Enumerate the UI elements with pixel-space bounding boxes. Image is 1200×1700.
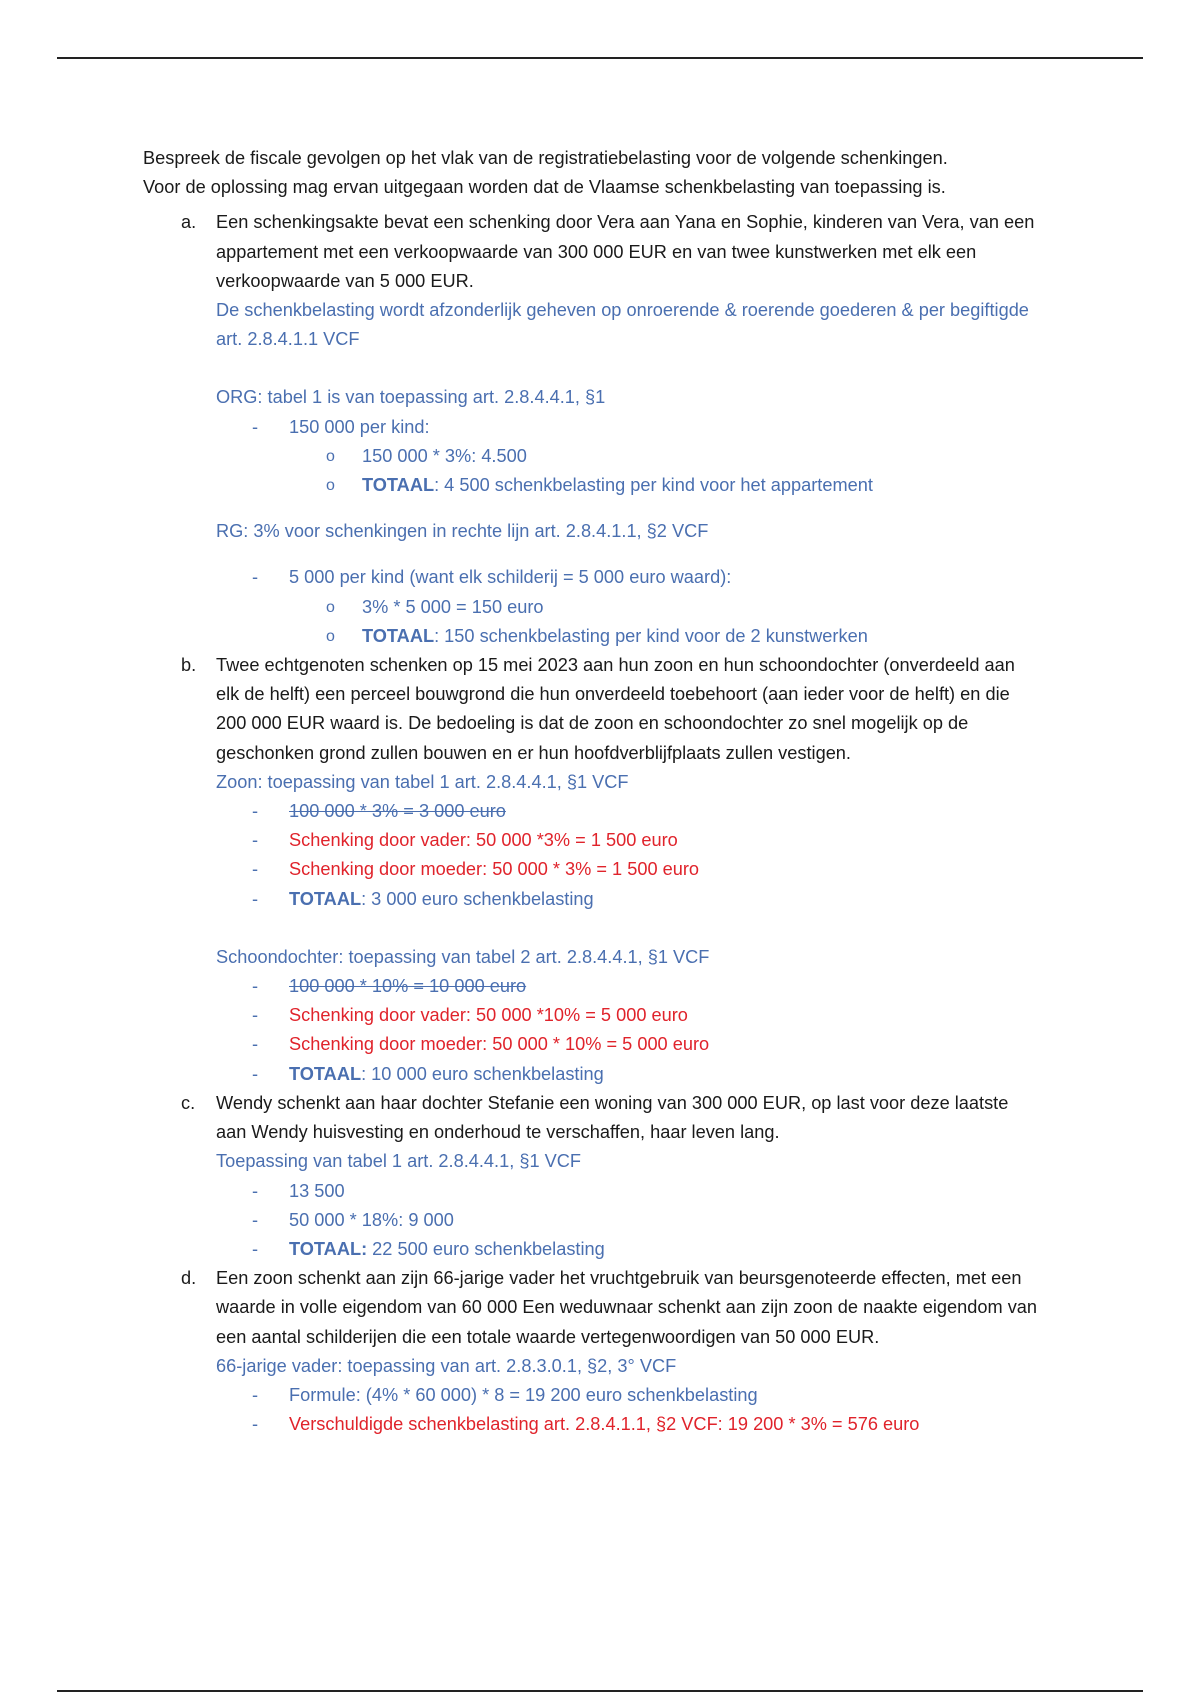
question-text: Twee echtgenoten schenken op 15 mei 2023 aan hun zoon en hun schoondochter (onverdeeld aan elk de helft) een perceel bouwgrond die hun onverdeeld toebehoort (aan ieder voor de helft) en die 200 000 EUR waard is. De bedoeling is dat de zoon en schoondochter zo snel mogelijk op de geschonken grond zullen bouwen en er hun hoofdverblijfplaats zullen vestigen. [216, 655, 1015, 763]
question-a [143, 208, 1043, 651]
list-item: - Verschuldigde schenkbelasting art. 2.8.4.1.1, §2 VCF: 19 200 * 3% = 576 euro [216, 1410, 1043, 1439]
question-text: Wendy schenkt aan haar dochter Stefanie een woning van 300 000 EUR, op last voor deze laatste aan Wendy huisvesting en onderhoud te verschaffen, haar leven lang. [216, 1092, 1009, 1143]
list-item: - 150 000 per kind: [216, 413, 1043, 442]
answer-note: De schenkbelasting wordt afzonderlijk geheven op onroerende & roerende goederen & per begiftigde art. 2.8.4.1.1 VCF [216, 300, 1029, 350]
list-item [216, 622, 1043, 651]
question-letter: d. [181, 1268, 197, 1289]
list-item: - Schenking door vader: 50 000 *10% = 5 000 euro [216, 1001, 1043, 1030]
list-item: - Formule: (4% * 60 000) * 8 = 19 200 euro schenkbelasting [216, 1381, 1043, 1410]
total-text: : 3 000 euro schenkbelasting [361, 888, 594, 909]
intro-line-1: Bespreek de fiscale gevolgen op het vlak van de registratiebelasting voor de volgende schenkingen. [143, 148, 948, 168]
schoondochter-heading: Schoondochter: toepassing van tabel 2 art. 2.8.4.4.1, §1 VCF [216, 946, 710, 967]
list-item: - 5 000 per kind (want elk schilderij = 5 000 euro waard): [216, 563, 1043, 592]
list-item: - 13 500 [216, 1177, 1043, 1206]
footer-rule [57, 1690, 1143, 1692]
struck-item: - 100 000 * 3% = 3 000 euro [216, 797, 1043, 826]
org-heading: ORG: tabel 1 is van toepassing art. 2.8.4.4.1, §1 [216, 387, 606, 408]
list-item [216, 885, 1043, 914]
list-item: - Schenking door moeder: 50 000 * 3% = 1 500 euro [216, 855, 1043, 884]
list-item: o 3% * 5 000 = 150 euro [216, 593, 1043, 622]
total-text: : 150 schenkbelasting per kind voor de 2 kunstwerken [434, 625, 868, 646]
list-item [216, 1235, 1043, 1264]
total-label: TOTAAL [362, 475, 435, 496]
intro [143, 144, 1043, 202]
total-label: TOTAAL [362, 625, 435, 646]
intro-line-2: Voor de oplossing mag ervan uitgegaan worden dat de Vlaamse schenkbelasting van toepassing is. [143, 177, 946, 198]
question-text: Een schenkingsakte bevat een schenking door Vera aan Yana en Sophie, kinderen van Vera, van een appartement met een verkoopwaarde van 300 000 EUR en van twee kunstwerken met elk een verkoopwaarde van 5 000 EUR. [216, 212, 1035, 291]
total-text: : 10 000 euro schenkbelasting [361, 1063, 604, 1084]
document-body [143, 144, 1043, 1439]
rg-heading: RG: 3% voor schenkingen in rechte lijn art. 2.8.4.1.1, §2 VCF [216, 521, 709, 542]
total-text: : 4 500 schenkbelasting per kind voor het appartement [434, 475, 873, 496]
question-letter: b. [181, 655, 197, 676]
question-c [143, 1089, 1043, 1264]
list-item [216, 1060, 1043, 1089]
answer-heading: Toepassing van tabel 1 art. 2.8.4.4.1, §1 VCF [216, 1151, 581, 1172]
question-letter: c. [181, 1092, 196, 1113]
question-letter: a. [181, 212, 197, 233]
total-label: TOTAAL [289, 1063, 362, 1084]
list-item: - Schenking door moeder: 50 000 * 10% = 5 000 euro [216, 1030, 1043, 1059]
list-item [216, 471, 1043, 500]
total-label: TOTAAL [289, 888, 362, 909]
header-rule [57, 57, 1143, 59]
struck-item: - 100 000 * 10% = 10 000 euro [216, 972, 1043, 1001]
list-item: - Schenking door vader: 50 000 *3% = 1 500 euro [216, 826, 1043, 855]
total-text: 22 500 euro schenkbelasting [367, 1238, 605, 1259]
question-b [143, 651, 1043, 1089]
list-item: o 150 000 * 3%: 4.500 [216, 442, 1043, 471]
total-label: TOTAAL: [289, 1238, 368, 1259]
zoon-heading: Zoon: toepassing van tabel 1 art. 2.8.4.4.1, §1 VCF [216, 771, 629, 792]
answer-heading: 66-jarige vader: toepassing van art. 2.8.3.0.1, §2, 3° VCF [216, 1355, 677, 1376]
question-text: Een zoon schenkt aan zijn 66-jarige vader het vruchtgebruik van beursgenoteerde effecten, met een waarde in volle eigendom van 60 000 Een weduwnaar schenkt aan zijn zoon de naakte eigendom van een aantal schilderijen die een totale waarde vertegenwoordigen van 50 000 EUR. [216, 1268, 1038, 1347]
question-d [143, 1264, 1043, 1439]
list-item: - 50 000 * 18%: 9 000 [216, 1206, 1043, 1235]
